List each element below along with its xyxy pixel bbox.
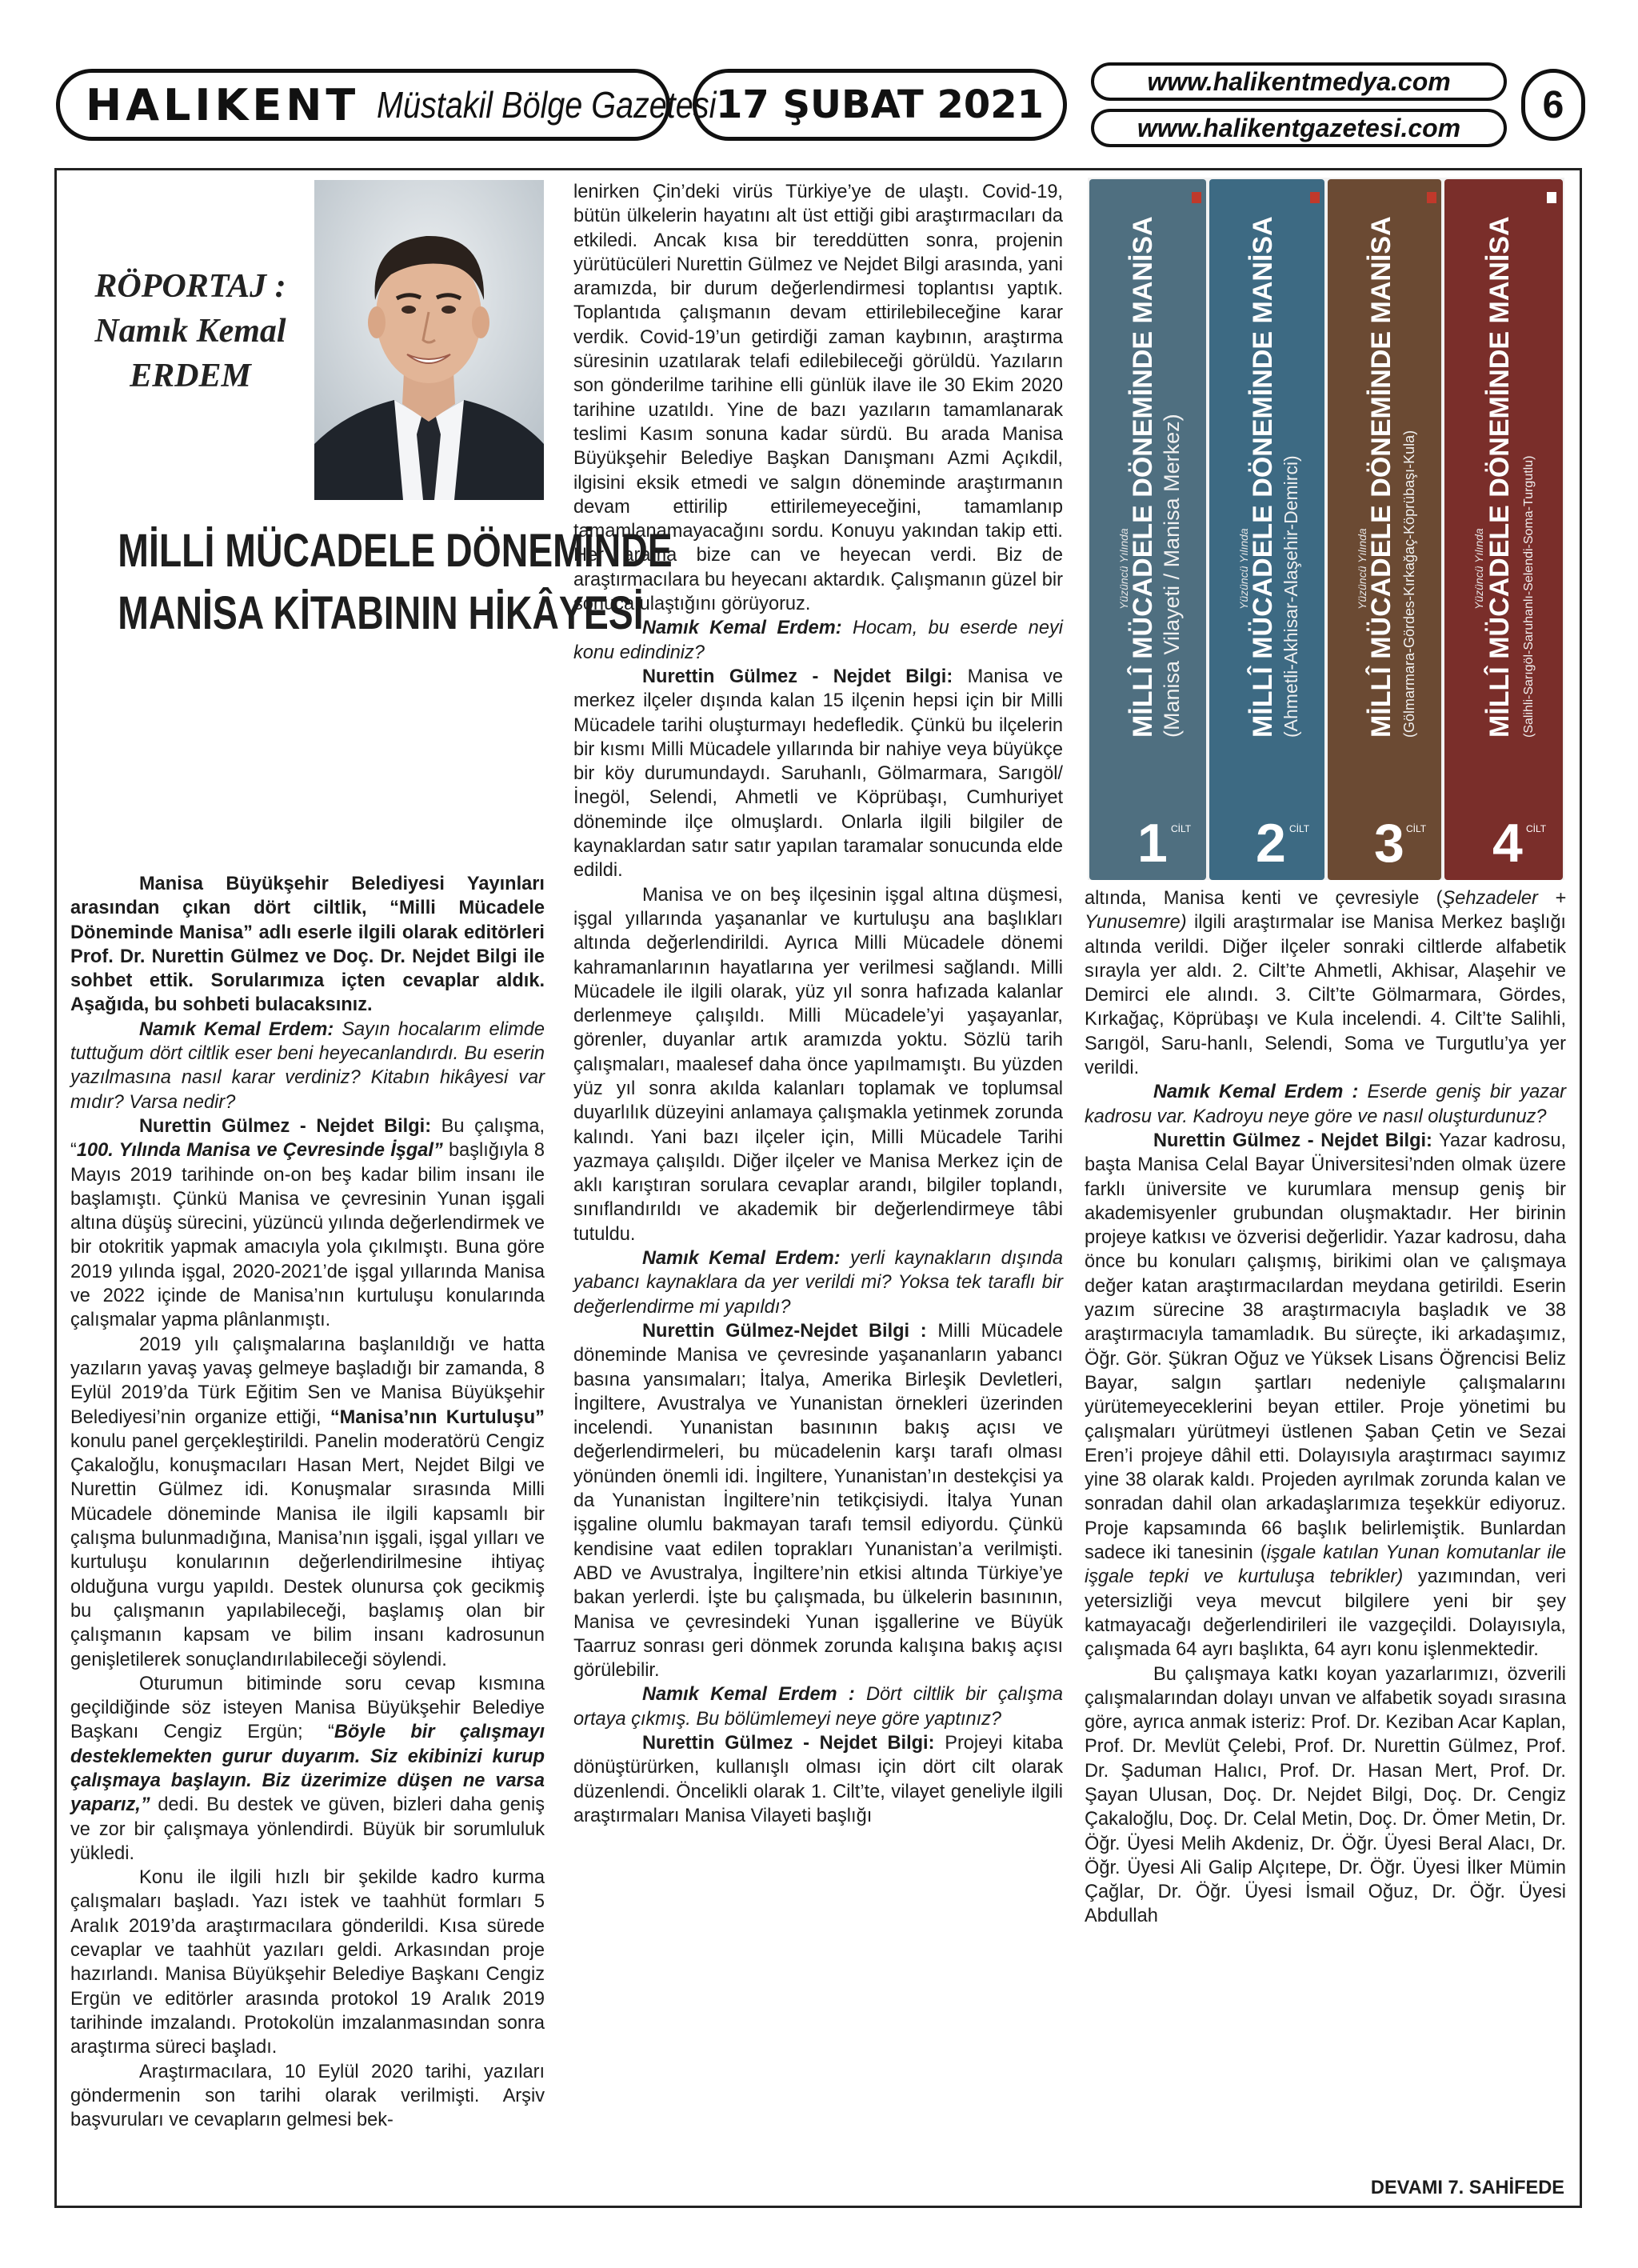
answer-4-speaker: Nurettin Gülmez - Nejdet Bilgi: — [642, 1733, 935, 1754]
vol3-title: MİLLÎ MÜCADELE DÖNEMİNDE MANİSA — [1366, 216, 1396, 738]
vol4-subtitle: (Salihli-Sarıgöl-Saruhanlı-Selendi-Soma-Turgutlu) — [1522, 455, 1536, 738]
question-4-text: Dört ciltlik bir çalışma ortaya çıkmış. Bu bölümlemeyi neye göre yaptınız? — [573, 1684, 1063, 1730]
question-2 — [573, 616, 1063, 665]
answer-1 — [70, 1114, 545, 1333]
answer-2-text: Manisa ve merkez ilçeler dışında kalan 15 ilçenin hepsi için bir Milli Mücadele tarihi oluşturmayı hedefledik. Çünkü bu ilçelerin bir kısmı Milli Mücadele yıllarında bir nahiye veya büyükçe bir köy durumundaydı. Saruhanlı, Gölmarmara, Sarıgöl/İnegöl, Selendi, Ahmetli ve Köprübaşı, Cumhuriyet döneminde ilçe olmuşlardı. Onlarla ilgili bilgiler de kaynaklardan satır satır yapılan taramalar sonucunda elde edildi. — [573, 666, 1064, 882]
vol4-title: MİLLÎ MÜCADELE DÖNEMİNDE MANİSA — [1484, 216, 1515, 738]
article-column-3 — [1085, 886, 1566, 1929]
volumes-text-b: ilgili araştırmalar ise Manisa Merkez başlığı altında verildi. Diğer ilçeler sonraki ciltlerde alfabetik sırayla yer aldı. 2. Cilt’te Ahmetli, Akhisar, Alaşehir ve Demirci ele alındı. 3. Cilt’te Gölmarmara, Gördes, Kırkağaç, Köprübaşı ve Kula incelendi. 4. Cilt’te Salihli, Sarıgöl, Saru-hanlı, Selendi, Soma ve Turgutlu’ya yer verildi. — [1085, 912, 1566, 1079]
headline-line-2: MANİSA KİTABININ HİKÂYESİ — [118, 587, 644, 639]
answer-5-speaker: Nurettin Gülmez - Nejdet Bilgi: — [1153, 1130, 1432, 1151]
vol3-cilt: CİLT — [1406, 823, 1427, 834]
vol1-cilt: CİLT — [1171, 823, 1192, 834]
question-4 — [573, 1682, 1063, 1731]
paragraph-deadline: Araştırmacılara, 10 Eylül 2020 tarihi, yazıları göndermenin son tarihi olarak verilmişti. Arşiv başvuruları ve cevapların gelmesi bek- — [70, 2061, 545, 2131]
paragraph-volumes — [1085, 886, 1566, 1080]
paragraph-scope: Manisa ve on beş ilçesinin işgal altına düşmesi, işgal yıllarında yaşananlar ve kurtuluşu ana başlıkları altında değerlendirildi. Ayrıca Milli Mücadele dönemi kahramanlarının hayatlarına yer verilmesi sağlandı. Milli Mücadele ile ilgili olarak, yüz yıl sonra hafızada kalanlar derlenmeye çalışıldı. Milli Mücadele’yi yaşayanlar, görenler, duyanlar artık aramızda yoktu. Sözlü tarih çalışmaları, maalesef daha önce yapılmamıştı. Bu yüzden yüz yıl sonra akılda kalanları toplamak ve toplumsal duyarlılık düzeyini anlamaya çalışmakla yetinmek zorunda kalındı. Yani bazı ilçeler için, Milli Mücadele Tarihi yazmaya çalışıldı. Diğer ilçeler ve Manisa Merkez için de aklı karıştıran sorulara cevaplar arandı, bilgiler toplandı, sınıflandırıldı ve akademik bir değerlendirmeye tâbi tutuldu. — [573, 884, 1063, 1245]
newspaper-tagline: Müstakil Bölge Gazetesi — [377, 84, 717, 126]
paragraph-mayor-quote — [70, 1672, 545, 1866]
book-volume-4 — [1444, 179, 1563, 880]
interviewer-surname: ERDEM — [130, 358, 251, 394]
volumes-districts: Şehzadeler + Yunusemre) — [1085, 888, 1567, 934]
question-1-text: Sayın hocalarım elimde tuttuğum dört ciltlik eser beni heyecanlandırdı. Bu eserin yazılmasına nasıl karar verdiniz? Kitabın hikâyesi var mıdır? Varsa nedir? — [70, 1018, 545, 1113]
question-5-speaker: Namık Kemal Erdem : — [1153, 1082, 1359, 1103]
answer-5-italic: işgale katılan Yunan komutanlar ile işgale tepki ve kurtuluşa tebrikler) — [1085, 1542, 1567, 1588]
vol3-series: Yüzüncü Yılında — [1356, 528, 1368, 610]
question-3 — [573, 1246, 1063, 1319]
paragraph-authors: Bu çalışmaya katkı koyan yazarlarımızı, özverili çalışmalarından dolayı unvan ve alfabetik soyadı sırasına göre, ayrıca anmak isteriz: Prof. Dr. Keziban Acar Kaplan, Prof. Dr. Mevlüt Çelebi, Prof. Dr. Nurettin Gülmez, Prof. Dr. Şaduman Halıcı, Prof. Dr. Hasan Mert, Prof. Dr. Şayan Ulusan, Doç. Dr. Nejdet Bilgi, Doç. Dr. Cengiz Çakaloğlu, Doç. Dr. Celal Metin, Doç. Dr. Ömer Metin, Dr. Öğr. Üyesi Melih Akdeniz, Dr. Öğr. Üyesi Beral Alacı, Dr. Öğr. Üyesi Ali Galip Alçıtepe, Dr. Öğr. Üyesi İlker Mümin Çağlar, Dr. Öğr. Üyesi İsmail Oğuz, Dr. Öğr. Üyesi Abdullah — [1085, 1663, 1566, 1927]
page-number: 6 — [1521, 69, 1585, 141]
portrait-photo — [314, 180, 544, 500]
panel-text-a: 2019 yılı çalışmalarına başlanıldığı ve hatta yazıların yavaş yavaş gelmeye başladığı bir zamanda, 8 Eylül 2019’da Türk Eğitim Sen ve Manisa Büyükşehir Belediyesi’nin organize ettiği, — [70, 1334, 545, 1428]
vol2-number: 2 — [1256, 813, 1286, 874]
newspaper-name: HALIKENT — [86, 79, 360, 130]
question-4-speaker: Namık Kemal Erdem : — [642, 1684, 855, 1706]
answer-3-text: Milli Mücadele döneminde Manisa ve çevresinde yaşananların yabancı basına yansımaları; İtalya, Amerika Birleşik Devletleri, İngiltere, Avustralya ve Yunanistan örnekleri üzerinden incelendi. Yunanistan basınının bakış açısı ve değerlendirmeleri, bu mücadelenin karşı tarafı olması yönünden önemli idi. İngiltere, Yunanistan’ın destekçisi ya da Yunanistan İngiltere’nin tetikçisiydi. İtalya Yunan işgaline olumlu bakmayan tarafı temsil ediyordu. Çünkü kendisine vaat edilen toprakları Yunanistan’a verilmişti. ABD ve Avustralya, İngiltere’nin etkisi altında Türkiye’ye bakan yerlerdi. İşte bu çalışmada, bu ülkelerin basınının, Manisa ve çevresindeki Yunan işgallerine ve Büyük Taarruz sonrası geri dönmek zorunda kalışına bakış açısı görülebilir. — [573, 1320, 1063, 1682]
answer-2 — [573, 665, 1063, 883]
article-headline — [70, 520, 673, 645]
lead-paragraph: Manisa Büyükşehir Belediyesi Yayınları arasından çıkan dört ciltlik, “Milli Mücadele Döneminde Manisa” adlı eserle ilgili olarak editörleri Prof. Dr. Nurettin Gülmez ve Doç. Dr. Nejdet Bilgi ile sohbet ettik. Sorularımıza içten cevaplar aldık. Aşağıda, bu sohbeti bulacaksınız. — [70, 874, 545, 1016]
book-spines — [1088, 178, 1564, 880]
book-volume-3 — [1328, 179, 1441, 880]
masthead — [56, 62, 1580, 149]
vol1-number: 1 — [1137, 813, 1168, 874]
answer-4-text: Projeyi kitaba dönüştürürken, kullanışlı olması için dört cilt olarak düzenlendi. Öncelikli olarak 1. Cilt’te, vilayet geneliyle ilgili araştırmaları Manisa Vilayeti başlığı — [573, 1733, 1064, 1826]
panel-title: “Manisa’nın Kurtuluşu” — [330, 1406, 545, 1428]
vol2-subtitle: (Ahmetli-Akhisar-Alaşehir-Demirci) — [1280, 455, 1301, 738]
vol3-number: 3 — [1374, 813, 1404, 874]
answer-1-project-title: 100. Yılında Manisa ve Çevresinde İşgal” — [76, 1140, 443, 1162]
vol1-title: MİLLÎ MÜCADELE DÖNEMİNDE MANİSA — [1128, 216, 1158, 738]
answer-5 — [1085, 1129, 1566, 1662]
answer-5-text-b: yazımından, veri yetersizliği veya mevcut bilgilere yeni bir şey katmayacağı değerlendirileri ile vazgeçildi. Dolayısıyla, çalışmada 64 ayrı başlıkta, 64 ayrı konu işlenmektedir. — [1085, 1566, 1566, 1661]
question-2-speaker: Namık Kemal Erdem: — [642, 618, 842, 639]
mayor-quote: Böyle bir çalışmayı desteklemekten gurur duyarım. Siz ekibinizi kurup çalışmaya başlayın. Biz üzerimize düşen ne varsa yaparız,” — [70, 1722, 545, 1816]
vol4-cilt: CİLT — [1526, 823, 1547, 834]
book-volume-1 — [1089, 179, 1206, 880]
answer-1-text-b: başlığıyla 8 Mayıs 2019 tarihinde on-on beş kadar bilim insanı ile başlamıştı. Çünkü Manisa ve çevresinin Yunan işgali altına düşüş sürecini, yüzüncü yılında değerlendirmek ve bir otokritik yapmak amacıyla yola çıkılmıştı. Buna göre 2019 yılında işgal, 2020-2021’de işgal yıllarında Manisa ve 2022 içinde de Manisa’nın kurtuluşu konularında çalışmalar yapma plânlanmıştı. — [70, 1140, 545, 1331]
answer-1-text-a: Bu çalışma, “ — [70, 1115, 545, 1162]
website-links — [1091, 62, 1507, 149]
vol4-number: 4 — [1492, 813, 1523, 874]
panel-text-b: konulu panel gerçekleştirildi. Panelin moderatörü Cengiz Çakaloğlu, konuşmacıları Hasan Mert, Nejdet Bilgi ve Nurettin Gülmez idi. Konuşmalar sırasında Milli Mücadele döneminde Manisa ile ilgili kapsamlı bir çalışma bulunmadığına, Manisa’nın işgali, işgal yılları ve kurtuluşu konularının değerlendirilmesine ihtiyaç olduğuna vurgu yapıldı. Destek olunursa çok gecikmiş bu çalışmanın yapılabileceği, başlamış olan bir çalışmanın kapsam ve bilim insanı kadrosunun genişletilerek sonuçlandırılabileceği söylendi. — [70, 1430, 545, 1670]
question-3-text: yerli kaynakların dışında yabancı kaynaklara da yer verildi mi? Yoksa tek taraflı bir değerlendirme mi yapıldı? — [573, 1248, 1063, 1318]
mayor-text-a: Oturumun bitiminde soru cevap kısmına geçildiğinde söz isteyen Manisa Büyükşehir Belediye Başkanı Cengiz Ergün; “ — [70, 1673, 545, 1743]
interviewer-portrait — [314, 180, 544, 500]
question-2-text: Hocam, bu eserde neyi konu edindiniz? — [573, 618, 1063, 663]
question-3-speaker: Namık Kemal Erdem: — [642, 1248, 841, 1270]
answer-2-speaker: Nurettin Gülmez - Nejdet Bilgi: — [642, 666, 953, 687]
question-5 — [1085, 1080, 1566, 1129]
vol2-title: MİLLÎ MÜCADELE DÖNEMİNDE MANİSA — [1248, 216, 1278, 738]
answer-4 — [573, 1731, 1063, 1828]
paragraph-team: Konu ile ilgili hızlı bir şekilde kadro kurma çalışmaları başladı. Yazı istek ve taahhüt formları 5 Aralık 2019’da araştırmacılara gönderildi. Kısa sürede cevaplar ve taahhüt yazıları geldi. Arkasından proje hazırlandı. Manisa Büyükşehir Belediye Başkanı Cengiz Ergün ve editörler arasında protokol 19 Aralık 2019 tarihinde imzalandı. Protokolün imzalanmasından sonra araştırma süreci başladı. — [70, 1867, 545, 2058]
book-volume-2 — [1209, 179, 1324, 880]
article-column-1 — [70, 872, 545, 2132]
website-link-2[interactable]: www.halikentgazetesi.com — [1091, 109, 1507, 147]
vol3-subtitle: (Gölmarmara-Gördes-Kırkağaç-Köprübaşı-Kula) — [1401, 430, 1417, 738]
website-link-1[interactable]: www.halikentmedya.com — [1091, 62, 1507, 101]
question-5-text: Eserde geniş bir yazar kadrosu var. Kadroyu neye göre ve nasıl oluşturdunuz? — [1085, 1082, 1567, 1127]
vol1-subtitle: (Manisa Vilayeti / Manisa Merkez) — [1160, 414, 1184, 738]
paragraph-covid: lenirken Çin’deki virüs Türkiye’ye de ulaştı. Covid-19, bütün ülkelerin hayatını alt üst ettiği gibi araştırmacıları da etkiledi. Ancak kısa bir tereddütten sonra, projenin yürütücüleri Nurettin Gülmez ve Nejdet Bilgi arasında, yani aramızda, bir durum değerlendirmesi toplantısı yaptık. Toplantıda çalışmanın devam ettirilebileceğine karar verdik. Covid-19’un getirdiği zaman kaybının, araştırma süresinin uzatılarak telafi edilebileceği görüldü. Yazıların son gönderilme tarihine elli günlük ilave ile 30 Ekim 2020 tarihine uzatıldı. Yine de bazı yazıların tamamlanarak teslimi Kasım sonuna kadar sürdü. Bu arada Manisa Büyükşehir Belediye Başkan Danışmanı Azmi Açıkdil, ilgisini eksik etmedi ve salgın döneminde araştırmanın devam ettirilip ettirilemeyeceğini, tamamlanıp tamamlanamayacağını sordu. Konuyu yakından takip etti. Her arama bize can ve heyecan verdi. Biz de araştırmacılara bu heyecanı aktardık. Çalışmanın güzel bir sonuca ulaştığını görüyoruz. — [573, 182, 1063, 615]
interview-label — [70, 264, 310, 398]
question-1 — [70, 1018, 545, 1114]
interviewer-name: Namık Kemal — [94, 313, 286, 350]
answer-3 — [573, 1319, 1063, 1682]
issue-date: 17 ŞUBAT 2021 — [693, 69, 1067, 141]
vol4-series: Yüzüncü Yılında — [1472, 528, 1485, 610]
book-volumes-photo — [1088, 178, 1564, 880]
answer-5-text-a: Yazar kadrosu, başta Manisa Celal Bayar Üniversitesi’nden olmak üzere farklı üniversite ve kurumlara mensup geniş bir akademisyenler grubundan oluşmaktadır. Her birinin projeye katkısı ve özverisi değerlidir. Yazar kadrosu, daha önce bu konuları çalışmış, birikimi olan ve çalışmaya değer katan araştırmacılardan meydana getirildi. Eserin yazım sürecine 38 araştırmacıyla başladık ve 38 araştırmacıyla tamamladık. Bu süreçte, iki arkadaşımız, Öğr. Gör. Şükran Oğuz ve Yüksek Lisans Öğrencisi Beliz Bayar, salgın şartları nedeniyle çalışmalarını yürütemeyeceklerini beyan ettiler. Proje yönetimi bu çalışmaları yürütmeyi üstlenen Şaban Çetin ve Sezai Eren’i projeye dâhil etti. Dolayısıyla araştırmacı sayımız yine 38 olarak kaldı. Projeden ayrılmak zorunda kalan ve sonradan dahil olan arkadaşlarımıza teşekkür ediyoruz. Proje kapsamında 66 başlık belirlemiştik. Bunlardan sadece iki tanesinin ( — [1085, 1130, 1567, 1564]
volumes-text-a: altında, Manisa kenti ve çevresiyle ( — [1085, 888, 1443, 909]
question-1-speaker: Namık Kemal Erdem: — [139, 1018, 334, 1040]
newspaper-brand — [56, 69, 717, 141]
continued-on-page-7: DEVAMI 7. SAHİFEDE — [1370, 2178, 1564, 2198]
answer-3-speaker: Nurettin Gülmez-Nejdet Bilgi : — [642, 1320, 927, 1342]
vol1-series: Yüzüncü Yılında — [1117, 528, 1130, 610]
paragraph-panel — [70, 1333, 545, 1672]
vol2-series: Yüzüncü Yılında — [1237, 528, 1250, 610]
vol2-cilt: CİLT — [1289, 823, 1310, 834]
interview-kicker: RÖPORTAJ : — [94, 268, 286, 305]
mayor-text-b: dedi. Bu destek ve güven, bizleri daha geniş ve zor bir çalışmaya yönlendirdi. Büyük bir sorumluluk yükledi. — [70, 1794, 545, 1864]
article-column-2 — [573, 180, 1063, 1828]
headline-line-1: MİLLİ MÜCADELE DÖNEMİNDE — [118, 525, 673, 577]
answer-1-speaker: Nurettin Gülmez - Nejdet Bilgi: — [139, 1115, 432, 1137]
